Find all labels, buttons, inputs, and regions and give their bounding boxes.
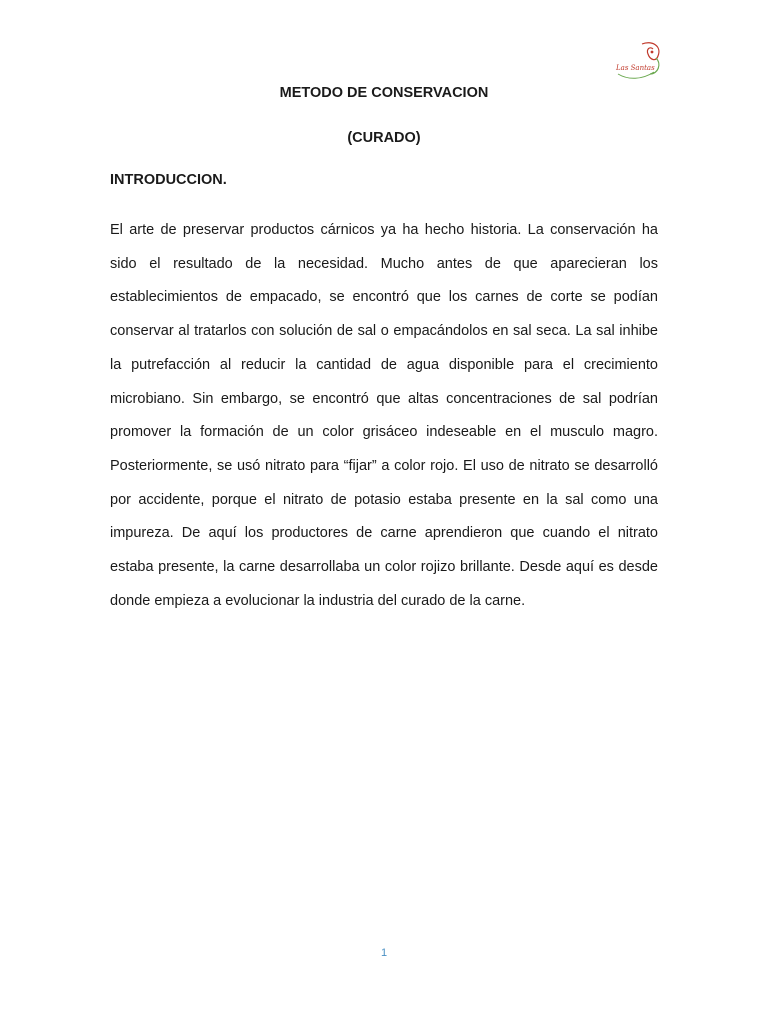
body-paragraph: El arte de preservar productos cárnicos ya ha hecho historia. La conservación ha sido el resultado de la necesidad. Mucho antes de que aparecieran los establecimientos de empacado, se encontró que los carnes de corte se podían conservar al tratarlos con solución de sal o empacándolos en sal seca. La sal inhibe la putrefacción al reducir la cantidad de agua disponible para el crecimiento microbiano. Sin embargo, se encontró que altas concentraciones de sal podrían promover la formación de un color grisáceo indeseable en el musculo magro. Posteriormente, se usó nitrato para “fijar” a color rojo. El uso de nitrato se desarrolló por accidente, porque el nitrato de potasio estaba presente en la sal como una impureza. De aquí los productores de carne aprendieron que cuando el nitrato estaba presente, la carne desarrollaba un color rojizo brillante. Desde aquí es desde donde empieza a evolucionar la industria del curado de la carne. — [110, 222, 658, 609]
section-heading: INTRODUCCION. — [110, 172, 227, 188]
chef-logo-icon — [612, 40, 668, 82]
page-number: 1 — [380, 947, 388, 959]
logo-text: Las Santas — [616, 64, 655, 72]
document-subtitle: (CURADO) — [347, 130, 421, 146]
document-title: METODO DE CONSERVACION — [279, 85, 489, 101]
